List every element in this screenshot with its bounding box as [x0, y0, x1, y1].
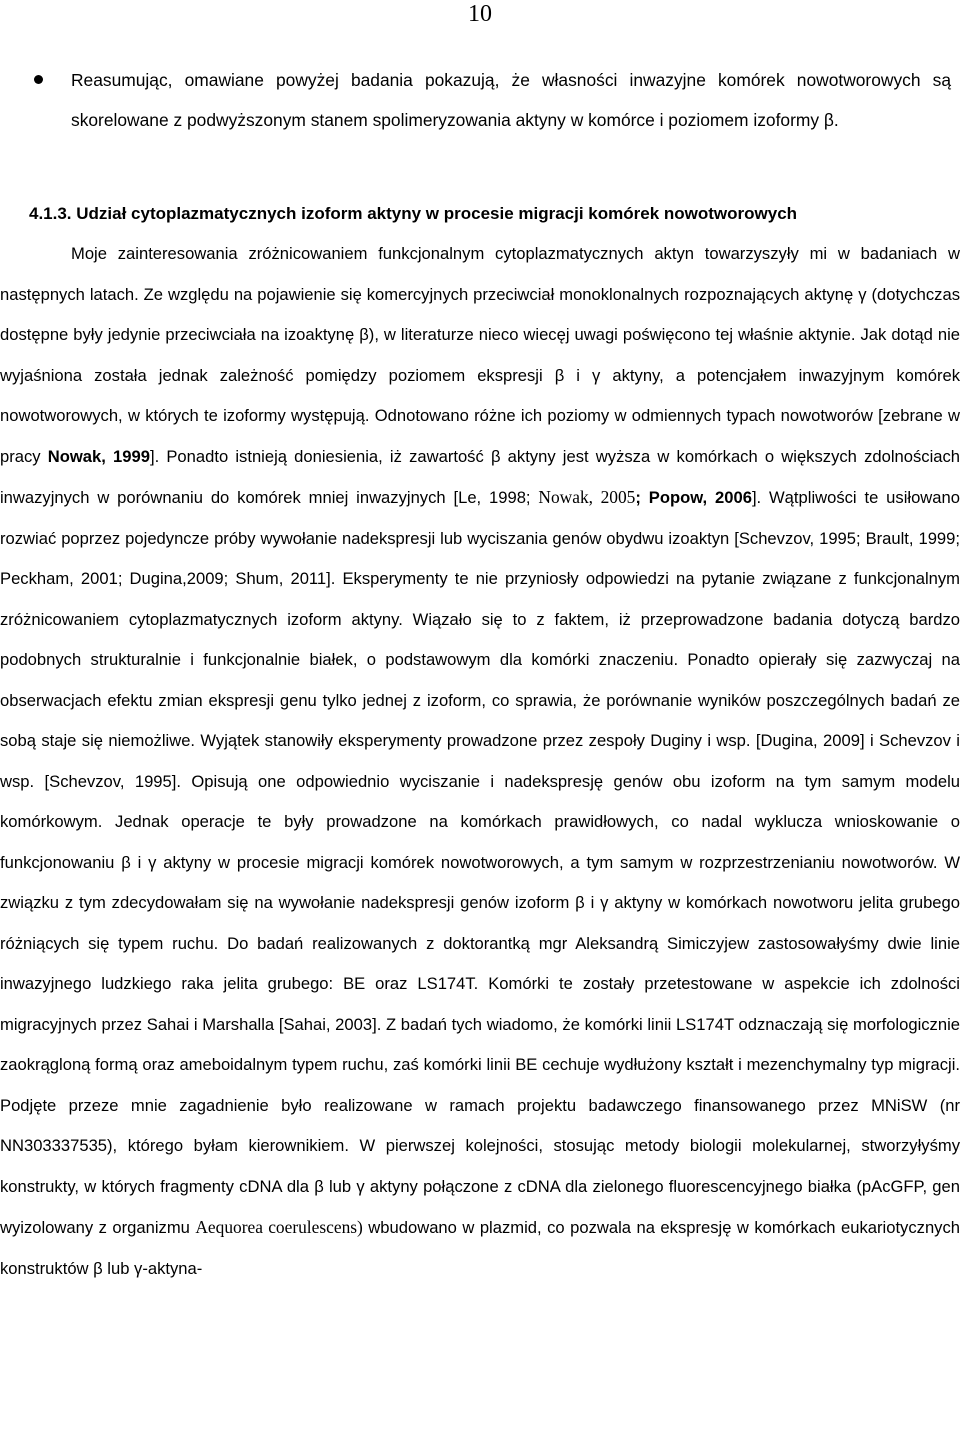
- bullet-icon: [34, 75, 43, 84]
- bullet-text: Reasumując, omawiane powyżej badania pokazują, że własności inwazyjne komórek nowotworowych są skorelowane z podwyższonym stanem spolimeryzowania aktyny w komórce i poziomem izoformy β.: [71, 70, 951, 130]
- citation-nowak-1999: Nowak, 1999: [47, 446, 150, 466]
- citation-popow-2006: ; Popow, 2006: [635, 488, 752, 507]
- body-paragraph: [0, 234, 960, 1289]
- paragraph-text-3: ]. Wątpliwości te usiłowano rozwiać poprzez pojedyncze próby wywołanie nadekspresji lub wyciszania genów obydwu izoaktyn [Schevzov, 1995; Brault, 1999; Peckham, 2001; Dugina,2009; Shum, 2011]. Eksperymenty te nie przyniosły odpowiedzi na pytanie związane z funkcjonalnym zróżnicowaniem cytoplazmatycznych izoform aktyny. Wiązało się to z faktem, iż przeprowadzone badania dotyczą bardzo podobnych strukturalnie i funkcjonalnie białek, o podstawowym dla komórki znaczeniu. Ponadto opierały się zazwyczaj na obserwacjach efektu zmian ekspresji genu tylko jednej z izoform, co sprawia, że porównanie wyników poszczególnych badań ze sobą staje się niemożliwe. Wyjątek stanowiły eksperymenty prowadzone przez zespoły Duginy i wsp. [Dugina, 2009] i Schevzov i wsp. [Schevzov, 1995]. Opisują one odpowiednio wyciszanie i nadekspresję genów obu izoform na tym samym modelu komórkowym. Jednak operacje te były prowadzone na komórkach prawidłowych, co nadal wyklucza wnioskowanie o funkcjonowaniu β i γ aktyny w procesie migracji komórek nowotworowych, a tym samym w rozprzestrzenianiu nowotworów. W związku z tym zdecydowałam się na wywołanie nadekspresji genów izoform β i γ aktyny w komórkach nowotworu jelita grubego różniących się typem ruchu. Do badań realizowanych z doktorantką mgr Aleksandrą Simiczyjew zastosowałyśmy dwie linie inwazyjnego ludzkiego raka jelita grubego: BE oraz LS174T. Komórki te zostały przetestowane w aspekcie ich zdolności migracyjnych przez Sahai i Marshalla [Sahai, 2003]. Z badań tych wiadomo, że komórki linii LS174T odznaczają się morfologicznie zaokrągloną formą oraz ameboidalnym typem ruchu, zaś komórki linii BE cechuje wydłużony kształt i mezenchymalny typ migracji. Podjęte przeze mnie zagadnienie było realizowane w ramach projektu badawczego finansowanego przez MNiSW (nr NN303337535), którego byłam kierownikiem. W pierwszej kolejności, stosując metody biologii molekularnej, stworzyłyśmy konstrukty, w których fragmenty cDNA dla β lub γ aktyny połączone z cDNA dla zielonego fluorescencyjnego białka (pAcGFP, gen wyizolowany z organizmu: [0, 488, 960, 1237]
- paragraph-text-4: wbudowano w plazmid, co pozwala na ekspresję w komórkach eukariotycznych konstruktów β lub γ-aktyna-: [0, 1218, 960, 1278]
- section-heading: 4.1.3. Udział cytoplazmatycznych izoform aktyny w procesie migracji komórek nowotworowych: [29, 204, 798, 223]
- paragraph-text-1: Moje zainteresowania zróżnicowaniem funkcjonalnym cytoplazmatycznych aktyn towarzyszyły mi w badaniach w następnych latach. Ze względu na pojawienie się komercyjnych przeciwciał monoklonalnych rozpoznających aktynę γ (dotychczas dostępne były jedynie przeciwciała na izoaktynę β), w literaturze nieco wiecęj uwagi poświęcono tej właśnie aktynie. Jak dotąd nie wyjaśniona została jednak zależność pomiędzy poziomem ekspresji β i γ aktyny, a potencjałem inwazyjnym komórek nowotworowych, w których te izoformy występują. Odnotowano różne ich poziomy w odmiennych typach nowotworów [zebrane w pracy: [0, 244, 960, 466]
- paragraph-text-2: ]. Ponadto istnieją doniesienia, iż zawartość β aktyny jest wyższa w komórkach o większych zdolnościach inwazyjnych w porównaniu do komórek mniej inwazyjnych [Le, 1998;: [0, 446, 960, 507]
- species-name: Aequorea coerulescens): [195, 1217, 363, 1237]
- page-number: 10: [468, 1, 492, 27]
- citation-nowak-2005: Nowak, 2005: [538, 487, 636, 507]
